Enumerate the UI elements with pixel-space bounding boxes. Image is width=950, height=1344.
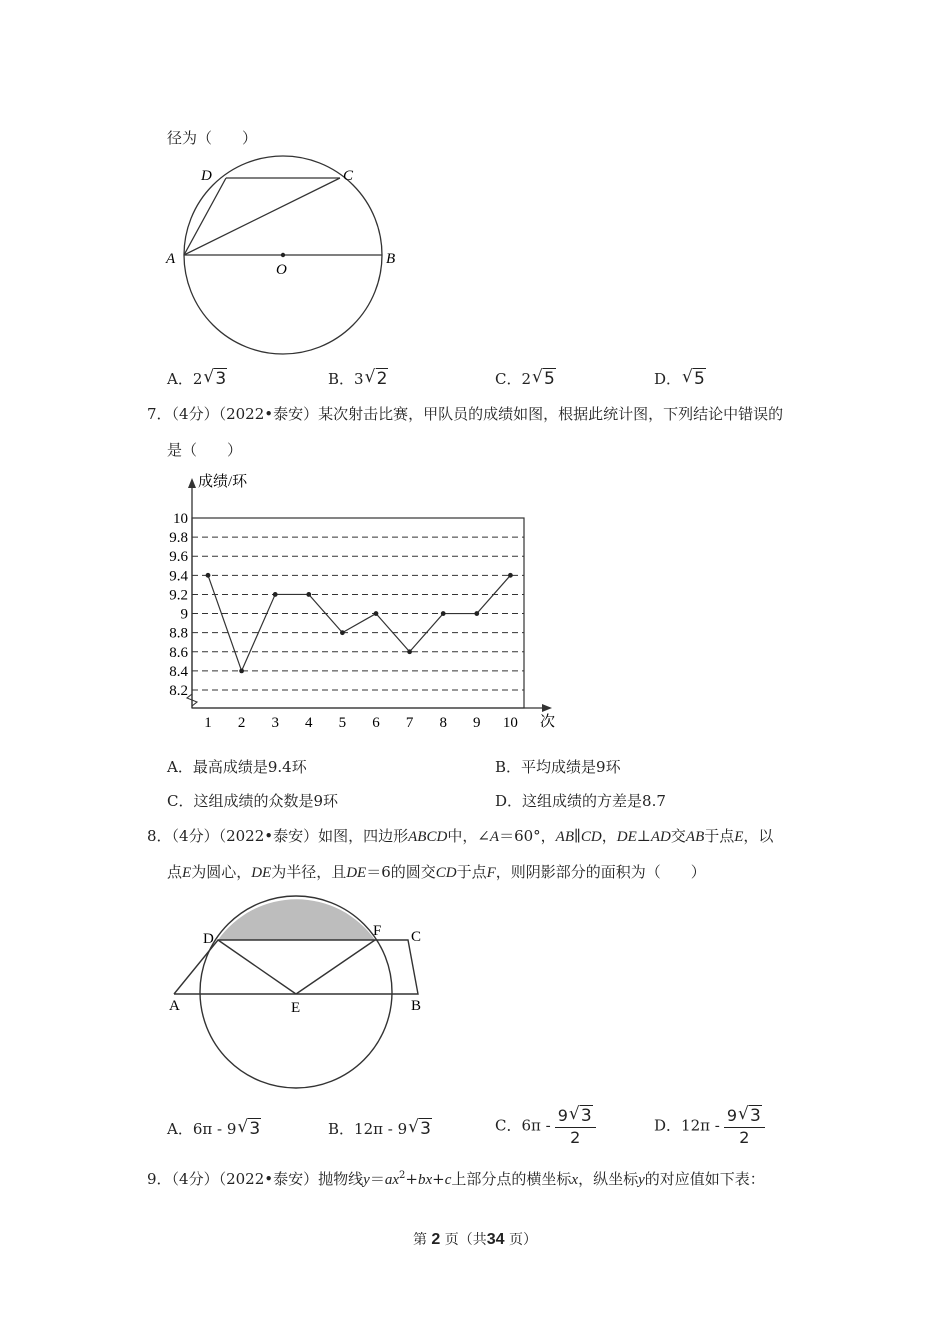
q6-chord-ad [184,178,226,255]
q6-chord-ac [184,178,340,255]
q7-stem-line1: 7．（4分）（2022•泰安）某次射击比赛，甲队员的成绩如图，根据此统计图，下列结论中错误的 [147,405,784,423]
chart-y-tick-label: 9.4 [169,568,188,585]
q7-line-chart [160,468,570,738]
chart-x-axis-label: 次 [540,714,556,730]
chart-data-point [508,573,513,578]
q8-label-d: D [203,931,214,947]
q6-option-b: B．3 √ 2 [328,367,388,389]
q8-option-d: D．12π - 9 √ 3 2 [654,1106,765,1147]
chart-y-tick-label: 9.6 [169,549,188,566]
q7-option-c: C．这组成绩的众数是9环 [167,792,339,810]
chart-y-tick-label: 8.4 [169,663,188,680]
chart-y-tick-label: 8.6 [169,644,188,661]
chart-y-axis-label: 成绩/环 [198,474,248,490]
q7-option-b: B．平均成绩是9环 [495,758,621,776]
q9-stem: 9．（4分）（2022•泰安）抛物线$y=ax^2+bx+c$上部分点的横坐标x，纵坐标y的对应值如下表： [147,1170,765,1188]
chart-y-tick-label: 8.2 [169,683,188,699]
chart-x-tick-label: 2 [237,715,246,731]
q6-center-dot [281,253,285,257]
chart-data-point [474,611,479,616]
q8-label-a: A [169,998,180,1014]
chart-data-point [273,592,278,597]
q8-option-a: A．6π - 9 √ 3 [167,1117,261,1139]
chart-y-tick-label: 9.2 [169,587,188,604]
chart-x-axis-arrow [542,704,552,712]
q8-stem-line2: 点E为圆心，DE为半径，且DE＝6的圆交CD于点F，则阴影部分的面积为（ ） [167,863,706,881]
chart-x-tick-label: 9 [473,715,481,731]
q8-segment-ef [296,940,375,994]
q7-stem-line2: 是（ ） [167,441,243,459]
chart-x-tick-label: 3 [271,715,279,731]
q7-option-a: A．最高成绩是9.4环 [167,758,307,776]
chart-y-tick-label: 8.8 [169,625,188,642]
chart-x-tick-label: 6 [372,715,380,731]
chart-y-tick-label: 10 [173,511,188,527]
q8-shaded-segment [218,899,375,940]
q6-option-a: A．2 √ 3 [167,367,227,389]
q8-segment-de [218,940,296,994]
chart-y-axis-arrow [188,478,196,488]
q6-label-b: B [386,251,396,267]
chart-data-point [306,592,311,597]
q8-option-c: C．6π - 9 √ 3 2 [495,1106,596,1147]
q8-figure [160,890,450,1095]
q8-option-b: B．12π - 9 √ 3 [328,1117,431,1139]
q6-label-d: D [201,168,212,184]
q8-label-e: E [291,1000,301,1016]
chart-data-point [239,668,244,673]
q6-tail-text: 径为（ ） [167,129,258,147]
chart-y-tick-label: 9.8 [169,530,188,547]
q6-label-c: C [343,168,354,184]
chart-data-point [441,611,446,616]
chart-data-point [340,630,345,635]
chart-x-tick-label: 7 [405,715,414,731]
chart-data-point [374,611,379,616]
q7-option-d: D．这组成绩的方差是8.7 [495,792,666,810]
page-footer: 第 2 页（共34 页） [412,1231,538,1248]
q6-label-o: O [276,262,287,278]
q8-stem-line1: 8．（4分）（2022•泰安）如图，四边形ABCD中，∠A＝60°，AB∥CD，DE⊥AD交AB于点E，以 [147,827,774,845]
chart-x-tick-label: 10 [502,715,518,731]
q6-option-d: D． √ 5 [654,367,705,389]
chart-x-tick-label: 5 [338,715,347,731]
chart-data-point [206,573,211,578]
chart-series-line [208,575,510,671]
q8-label-c: C [411,929,422,945]
chart-data-point [407,649,412,654]
q6-circle-figure [160,155,410,365]
chart-tick-labels [169,511,518,731]
chart-axes [187,478,552,712]
q6-label-a: A [166,251,176,267]
chart-series [206,573,513,673]
q6-option-c: C．2 √ 5 [495,367,555,389]
q8-label-b: B [411,998,422,1014]
q8-label-f: F [373,923,382,939]
chart-x-tick-label: 4 [305,715,313,731]
chart-x-tick-label: 1 [204,715,212,731]
chart-x-tick-label: 8 [439,715,447,731]
chart-y-tick-label: 9 [180,606,188,623]
